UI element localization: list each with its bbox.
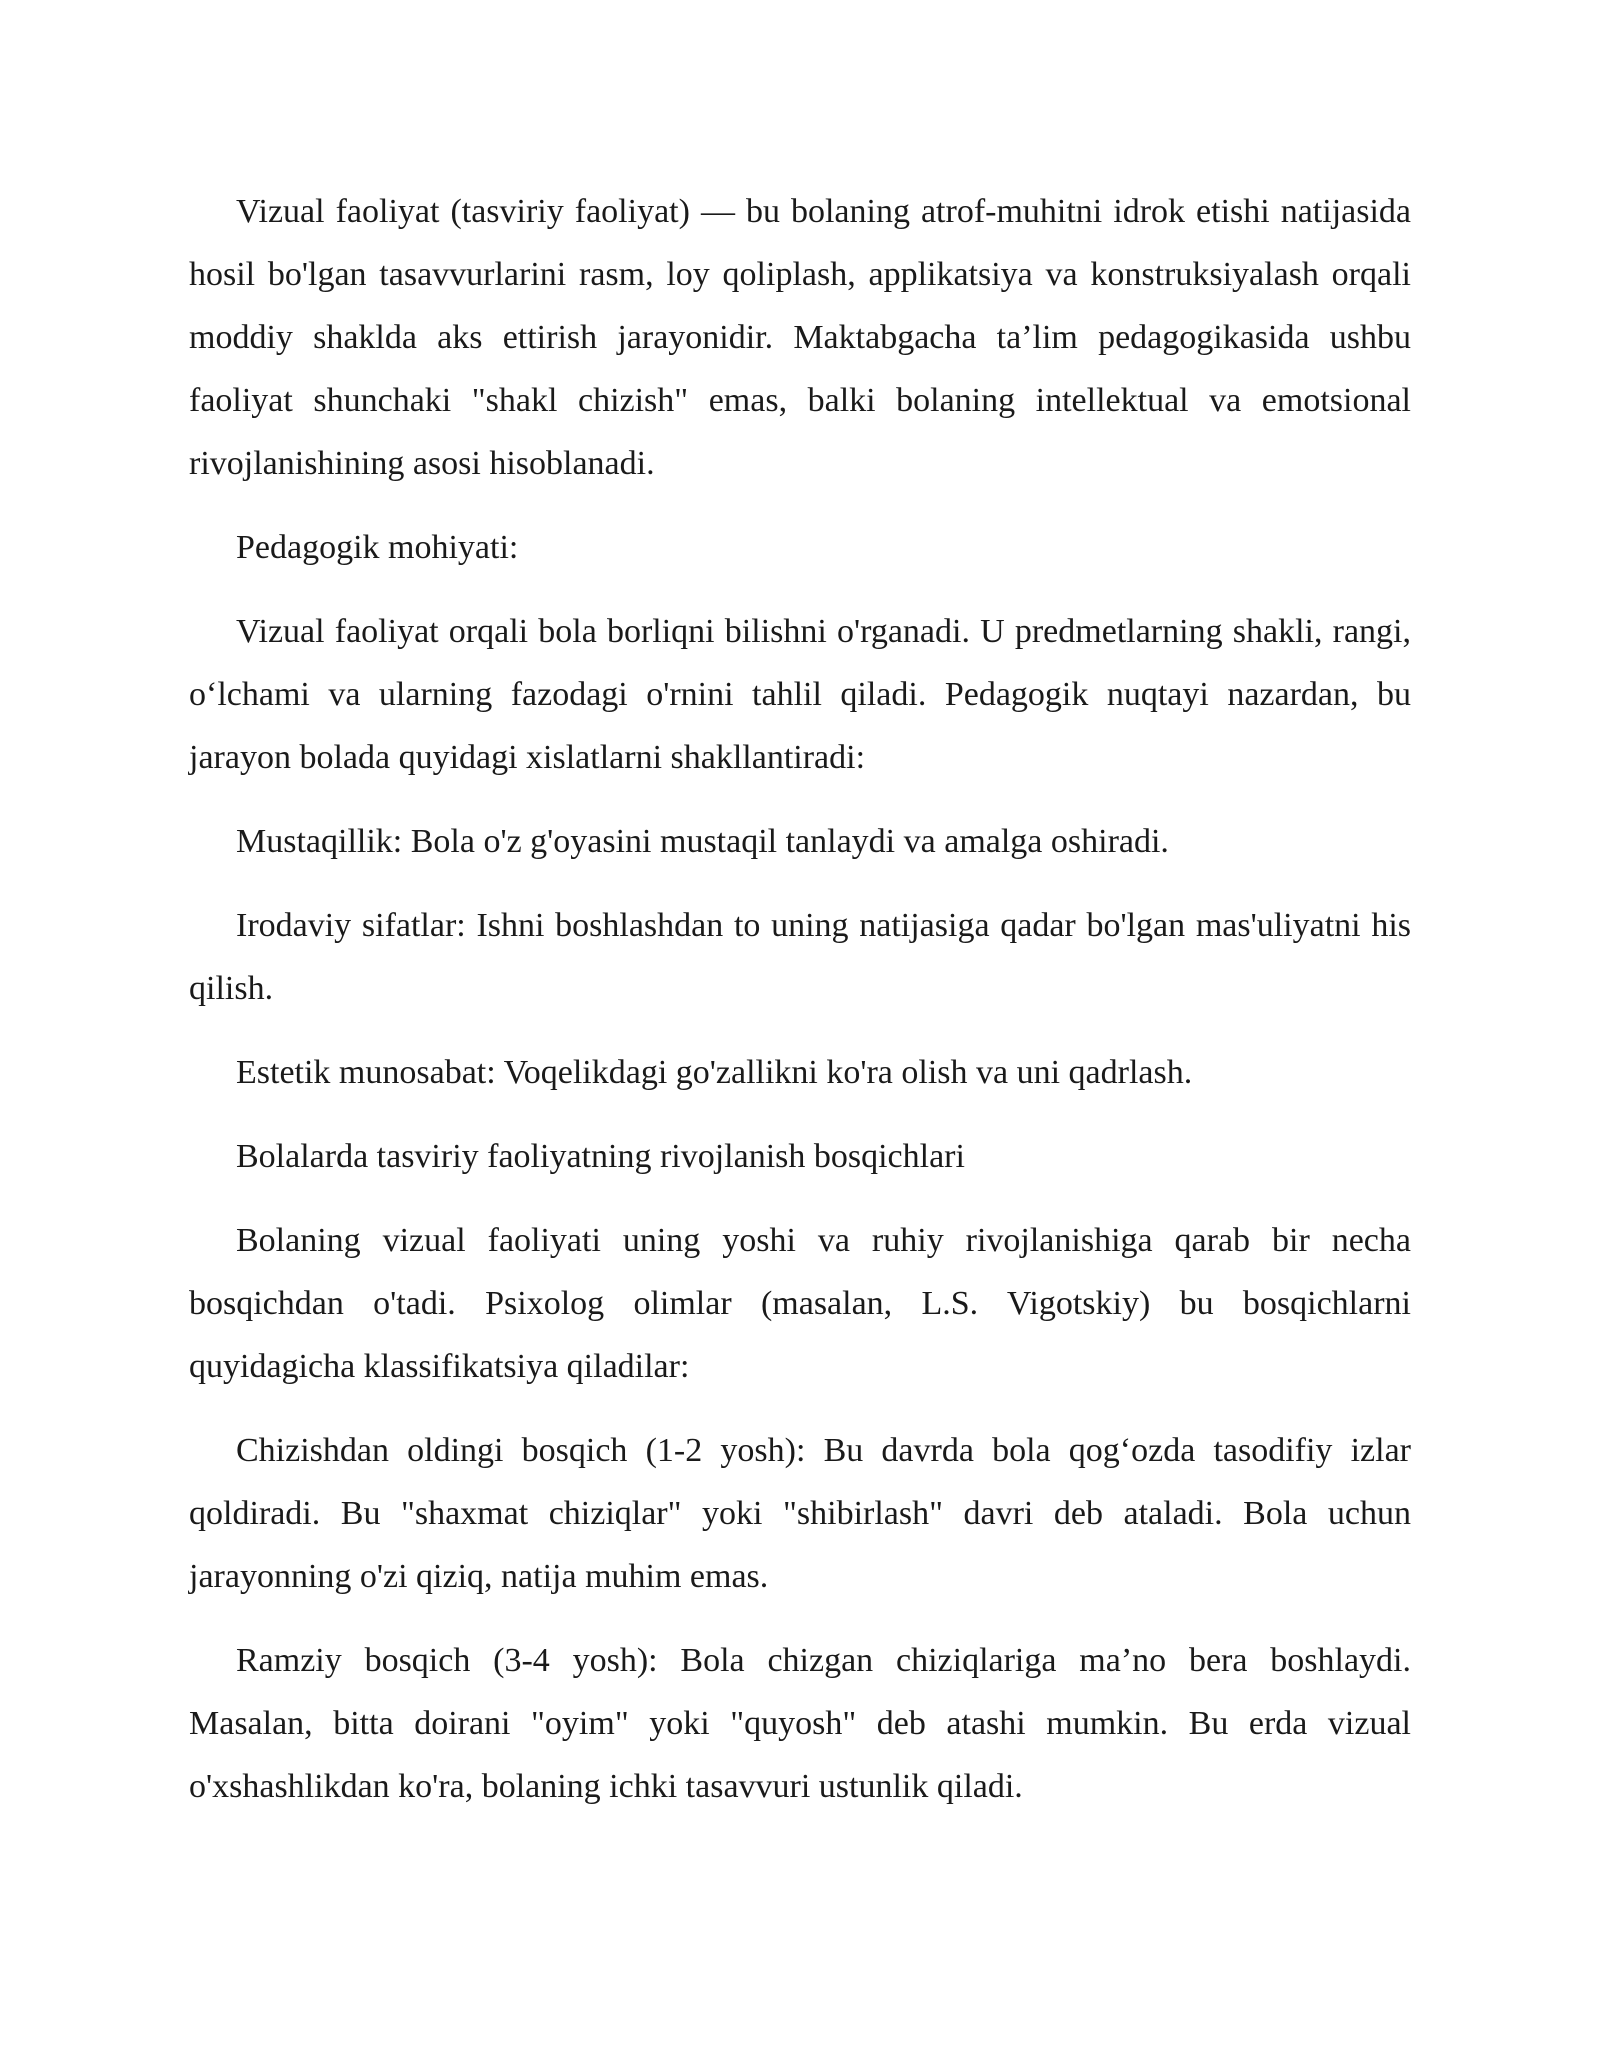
intro-paragraph: Vizual faoliyat (tasviriy faoliyat) — bu bolaning atrof-muhitni idrok etishi natijasida hosil bo'lgan tasavvurlarini rasm, loy qoliplash, applikatsiya va konstruksiyalash orqali moddiy shaklda aks ettirish jarayonidir. Maktabgacha ta’lim pedagogikasida ushbu faoliyat shunchaki "shakl chizish" emas, balki bolaning intellektual va emotsional rivojlanishining asosi hisoblanadi. [189, 193, 1411, 482]
list-item-aesthetic-attitude: Estetik munosabat: Voqelikdagi go'zallikni ko'ra olish va uni qadrlash. [236, 1054, 1193, 1091]
paragraph-development-stages: Bolaning vizual faoliyati uning yoshi va ruhiy rivojlanishiga qarab bir necha bosqichdan o'tadi. Psixolog olimlar (masalan, L.S. Vigotskiy) bu bosqichlarni quyidagicha klassifikatsiya qiladilar: [189, 1222, 1411, 1385]
list-item-independence: Mustaqillik: Bola o'z g'oyasini mustaqil tanlaydi va amalga oshiradi. [236, 823, 1169, 860]
list-item-volitional-qualities: Irodaviy sifatlar: Ishni boshlashdan to uning natijasiga qadar bo'lgan mas'uliyatni his qilish. [189, 907, 1411, 1007]
section-heading-pedagogical-essence: Pedagogik mohiyati: [236, 529, 519, 566]
stage-pre-drawing: Chizishdan oldingi bosqich (1-2 yosh): Bu davrda bola qog‘ozda tasodifiy izlar qoldiradi. Bu "shaxmat chiziqlar" yoki "shibirlash" davri deb ataladi. Bola uchun jarayonning o'zi qiziq, natija muhim emas. [189, 1432, 1411, 1595]
paragraph-pedagogical-essence: Vizual faoliyat orqali bola borliqni bilishni o'rganadi. U predmetlarning shakli, rangi, o‘lchami va ularning fazodagi o'rnini tahlil qiladi. Pedagogik nuqtayi nazardan, bu jarayon bolada quyidagi xislatlarni shakllantiradi: [189, 613, 1411, 776]
document-page [189, 180, 1411, 1839]
stage-symbolic: Ramziy bosqich (3-4 yosh): Bola chizgan chiziqlariga ma’no bera boshlaydi. Masalan, bitta doirani "oyim" yoki "quyosh" deb atashi mumkin. Bu erda vizual o'xshashlikdan ko'ra, bolaning ichki tasavvuri ustunlik qiladi. [189, 1642, 1411, 1805]
section-heading-development-stages: Bolalarda tasviriy faoliyatning rivojlanish bosqichlari [236, 1138, 965, 1175]
